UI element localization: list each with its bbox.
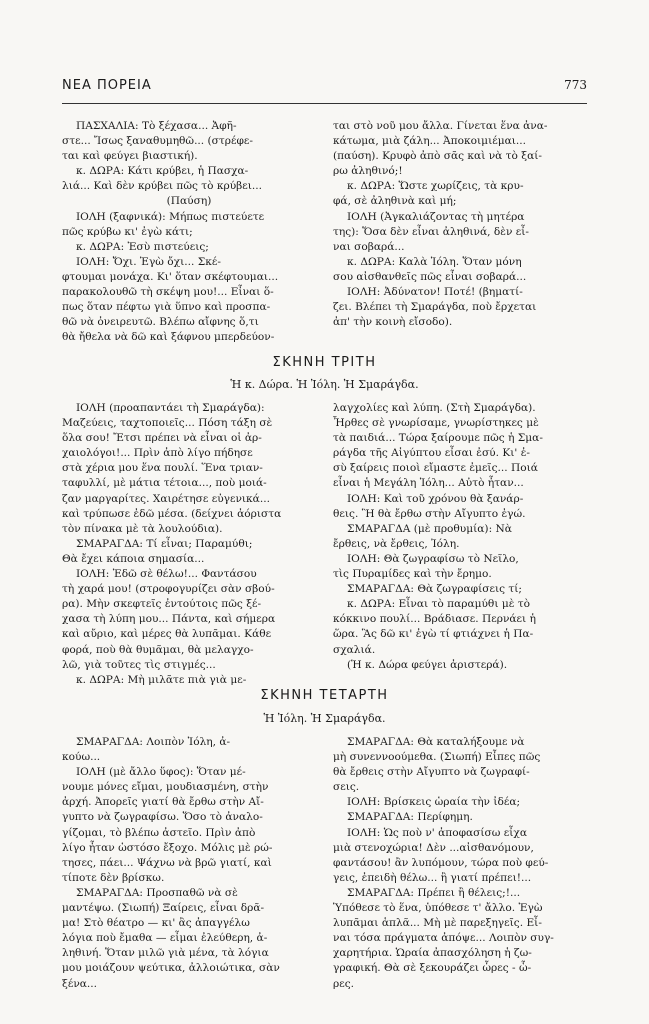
line: ΙΟΛΗ (μὲ ἄλλο ὕφος): Ὅταν μέ-	[76, 766, 246, 779]
line: σὺ ξαίρεις ποιοὶ εἴμαστε ἐμεῖς... Ποιά	[333, 462, 538, 475]
line: κ. ΔΩΡΑ: Κάτι κρύβει, ἡ Πασχα-	[76, 165, 249, 178]
line: θεις. Ἢ θὰ ἔρθω στὴν Αἴγυπτο ἐγώ.	[333, 507, 526, 520]
line: ξένα...	[62, 977, 98, 990]
line: τὴ χαρά μου! (στροφογυρίζει σὰν σβού-	[62, 583, 275, 596]
line: φά, σὲ ἀληθινὰ καὶ μή;	[333, 195, 457, 208]
line: (παύση). Κρυφὸ ἀπὸ σᾶς καὶ νὰ τὸ ξαί-	[333, 150, 543, 163]
line: ΣΜΑΡΑΓΔΑ: Περίφημη.	[347, 811, 473, 824]
right-column	[333, 735, 587, 992]
scene-four-title: ΣΚΗΝΗ ΤΕΤΑΡΤΗ	[260, 688, 389, 703]
line: ΙΟΛΗ: Ἐδῶ σὲ θέλω!... Φαντάσου	[76, 568, 257, 581]
line: Ὑπόθεσε τὸ ἕνα, ὑπόθεσε τ' ἄλλο. Ἐγὼ	[333, 902, 543, 915]
line: μα! Στὸ θέατρο — κι' ἂς ἀπαγγέλω	[62, 917, 250, 930]
line: ΣΜΑΡΑΓΔΑ: Τί εἶναι; Παραμύθι;	[76, 537, 253, 550]
line: χαρητήρια. Ὡραία ἀπασχόληση ἡ ζω-	[333, 947, 532, 960]
left-column	[62, 119, 316, 345]
line: ναι τόσα πράγματα ἀπόψε... Λοιπὸν συγ-	[333, 932, 554, 945]
line: φτουμαι μονάχα. Κι' ὅταν σκέφτουμαι...	[62, 270, 279, 283]
line: γεις, ἐπειδὴ θέλω... ἢ γιατί πρέπει!...	[333, 871, 532, 884]
line: κ. ΔΩΡΑ: Καλὰ Ἰόλη. Ὅταν μόνη	[347, 255, 522, 268]
line: (Ἡ κ. Δώρα φεύγει ἀριστερά).	[347, 658, 508, 671]
line: ΣΜΑΡΑΓΔΑ: Θὰ καταλήξουμε νὰ	[347, 736, 525, 748]
line: ΙΟΛΗ: Βρίσκεις ὡραία τὴν ἰδέα;	[347, 796, 521, 809]
line: τησες, πάει... Ψάχνω νὰ βρῶ γιατί, καὶ	[62, 856, 272, 869]
line: ρα). Μὴν σκεφτεῖς ἐντούτοις πῶς ξέ-	[62, 598, 262, 611]
line: τίποτε δὲν βρίσκω.	[62, 871, 165, 884]
line: χαιολόγοι!... Πρὶν ἀπὸ λίγο πήδησε	[62, 447, 253, 460]
line: παρακολουθῶ τὴ σκέψη μου!... Εἶναι ὅ-	[62, 286, 274, 299]
line: φορά, ποὺ θὰ θυμᾶμαι, θὰ μελαγχο-	[62, 643, 254, 656]
line: ΣΜΑΡΑΓΔΑ: Πρέπει ἢ θέλεις;!...	[347, 886, 521, 899]
line: λυπᾶμαι ἁπλᾶ... Μὴ μὲ παρεξηγεῖς. Εἶ-	[333, 917, 542, 930]
line: λῶ, γιὰ τοῦτες τὶς στιγμές...	[62, 658, 216, 671]
line: ναι σοβαρά...	[333, 240, 405, 253]
line: σεις.	[333, 781, 360, 794]
line: ζει. Βλέπει τὴ Σμαράγδα, ποὺ ἔρχεται	[333, 301, 537, 314]
line: ὥρα. Ἂς δῶ κι' ἐγὼ τί φτιάχνει ἡ Πα-	[333, 628, 534, 641]
line: ρω ἀληθινό;!	[333, 165, 403, 178]
line: ζαν μαργαρίτες. Χαιρέτησε εὐγενικά...	[62, 492, 270, 505]
line: ΙΟΛΗ (προαπαντάει τὴ Σμαράγδα):	[76, 402, 265, 414]
line: σχαλιά.	[333, 643, 376, 656]
line: τὰ παιδιά... Τώρα ξαίρουμε πῶς ἡ Σμα-	[333, 432, 543, 445]
line: ΙΟΛΗ: Ὄχι. Ἐγὼ ὄχι... Σκέ-	[76, 255, 221, 268]
line: μαντέψω. (Σιωπή) Ξαίρεις, εἶναι δρᾶ-	[62, 902, 265, 915]
line: καὶ τρύπωσε ἐδῶ μέσα. (δείχνει ἀόριστα	[62, 507, 282, 520]
line: κ. ΔΩΡΑ: Ὥστε χωρίζεις, τὰ κρυ-	[347, 180, 524, 193]
line: ται στὸ νοῦ μου ἄλλα. Γίνεται ἕνα ἀνα-	[333, 120, 548, 132]
right-column	[333, 401, 587, 688]
line: πως ὅταν πέφτω γιὰ ὕπνο καὶ προσπα-	[62, 301, 271, 314]
page-number: 773	[564, 78, 587, 92]
scene-three-title: ΣΚΗΝΗ ΤΡΙΤΗ	[272, 355, 377, 370]
opening-dialogue-columns	[62, 119, 587, 345]
left-column	[62, 401, 316, 688]
line: ΙΟΛΗ (Ἀγκαλιάζοντας τὴ μητέρα	[347, 210, 525, 223]
line: λίγο ἦταν ὡστόσο ἔξοχο. Μόλις μὲ ρώ-	[62, 841, 273, 854]
line: ΣΜΑΡΑΓΔΑ (μὲ προθυμία): Νὰ	[347, 522, 512, 535]
line: ΣΜΑΡΑΓΔΑ: Λοιπὸν Ἰόλη, ἀ-	[76, 736, 231, 748]
line: φαντάσου! ἂν λυπόμουν, τώρα ποὺ φεύ-	[333, 856, 549, 869]
line: μιὰ στενοχώρια! Δὲν ...αἰσθανόμουν,	[333, 841, 534, 854]
line: τὶς Πυραμίδες καὶ τὴν ἔρημο.	[333, 568, 492, 581]
line: πῶς κρύβω κι' ἐγὼ κάτι;	[62, 225, 193, 238]
line: κ. ΔΩΡΑ: Μὴ μιλᾶτε πιὰ γιὰ με-	[76, 673, 247, 686]
line: ΣΜΑΡΑΓΔΑ: Προσπαθῶ νὰ σὲ	[76, 886, 238, 899]
line: τὸν πίνακα μὲ τὰ λουλούδια).	[62, 522, 223, 535]
line: ἀρχή. Ἀπορεῖς γιατί θὰ ἔρθω στὴν Αἴ-	[62, 796, 264, 809]
line: ρες.	[333, 977, 355, 990]
line: ΙΟΛΗ: Θὰ ζωγραφίσω τὸ Νεῖλο,	[347, 552, 519, 565]
right-column	[333, 119, 587, 345]
line: ἔρθεις, νὰ ἔρθεις, Ἰόλη.	[333, 537, 460, 550]
line: θῶ νὰ ὀνειρευτῶ. Βλέπω αἴφνης ὅ,τι	[62, 316, 259, 329]
line: (Παύση)	[166, 195, 212, 208]
line: κούω...	[62, 751, 101, 764]
line: γραφική. Θὰ σὲ ξεκουράζει ὧρες - ὧ-	[333, 962, 532, 975]
line: θὰ ἤθελα νὰ δῶ καὶ ξάφνου μπερδεύον-	[62, 331, 275, 344]
line: κάτωμα, μιὰ ζάλη... Ἀποκοιμιέμαι...	[333, 135, 526, 148]
line: ΙΟΛΗ: Ὡς ποὺ ν' ἀποφασίσω εἶχα	[347, 826, 527, 839]
line: ΙΟΛΗ: Καὶ τοῦ χρόνου θὰ ξανάρ-	[347, 492, 524, 505]
line: ληθινή. Ὅταν μιλῶ γιὰ μένα, τὰ λόγια	[62, 947, 269, 960]
line: ταφυλλί, μὲ μάτια τέτοια..., ποὺ μοιά-	[62, 477, 267, 490]
line: ἀπ' τὴν κοινὴ εἴσοδο).	[333, 316, 453, 329]
scene-three-columns	[62, 401, 587, 688]
line: κόκκινο πουλί... Βράδιασε. Περνάει ἡ	[333, 613, 536, 626]
header-rule	[62, 103, 587, 104]
line: Μαζεύεις, ταχτοποιεῖς... Πόση τάξη σὲ	[62, 417, 273, 430]
line: ΠΑΣΧΑΛΙΑ: Τὸ ξέχασα... Ἀφῆ-	[76, 120, 237, 132]
left-column	[62, 735, 316, 992]
line: στε... Ἴσως ξαναθυμηθῶ... (στρέφε-	[62, 135, 253, 148]
line: λιά... Καὶ δὲν κρύβει πῶς τὸ κρύβει...	[62, 180, 263, 193]
running-head: ΝΕΑ ΠΟΡΕΙΑ	[62, 78, 152, 93]
line: ράγδα τῆς Αἰγύπτου εἶσαι ἐσύ. Κι' ἐ-	[333, 447, 530, 460]
scene-four-columns	[62, 735, 587, 992]
line: σου αἰσθανθεῖς πῶς εἶναι σοβαρά...	[333, 270, 527, 283]
line: λόγια ποὺ ἔμαθα — εἶμαι ἐλεύθερη, ἀ-	[62, 932, 268, 945]
line: γυπτο νὰ ζωγραφίσω. Ὅσο τὸ ἀναλο-	[62, 811, 263, 824]
line: καὶ αὔριο, καὶ μέρες θὰ λυπᾶμαι. Κάθε	[62, 628, 272, 641]
line: εἶναι ἡ Μεγάλη Ἰόλη... Αὐτὸ ἦταν...	[333, 477, 524, 490]
line: στὰ χέρια μου ἕνα πουλί. Ἕνα τριαν-	[62, 462, 263, 475]
line: Θὰ ἔχει κάποια σημασία...	[62, 552, 205, 565]
page-header	[62, 78, 587, 98]
line: κ. ΔΩΡΑ: Εἶναι τὸ παραμύθι μὲ τὸ	[347, 598, 531, 611]
line: ὅλα σου! Ἔτσι πρέπει νὰ εἶναι οἱ ἀρ-	[62, 432, 262, 445]
line: ΣΜΑΡΑΓΔΑ: Θὰ ζωγραφίσεις τί;	[347, 583, 522, 596]
line: ΙΟΛΗ: Ἀδύνατον! Ποτέ! (βηματί-	[347, 286, 523, 299]
line: ΙΟΛΗ (ξαφνικά): Μήπως πιστεύετε	[76, 210, 265, 223]
line: νουμε μόνες εἴμαι, μουδιασμένη, στὴν	[62, 781, 269, 794]
scene-three-cast: Ἡ κ. Δώρα. Ἡ Ἰόλη. Ἡ Σμαράγδα.	[230, 378, 419, 391]
line: ται καὶ φεύγει βιαστική).	[62, 150, 198, 163]
line: λαγχολίες καὶ λύπη. (Στὴ Σμαράγδα).	[333, 402, 536, 414]
line: χασα τὴ λύπη μου... Πάντα, καὶ σήμερα	[62, 613, 276, 626]
line: της): Ὅσα δὲν εἶναι ἀληθινά, δὲν εἶ-	[333, 225, 529, 238]
scene-four-cast: Ἡ Ἰόλη. Ἡ Σμαράγδα.	[263, 712, 386, 725]
line: μὴ συνεννοούμεθα. (Σιωπή) Εἶπες πῶς	[333, 751, 541, 764]
line: μου μοιάζουν ψεύτικα, ἀλλοιώτικα, σὰν	[62, 962, 280, 975]
line: γίζομαι, τὸ βλέπω ἀστεῖο. Πρὶν ἀπὸ	[62, 826, 256, 839]
line: κ. ΔΩΡΑ: Ἐσὺ πιστεύεις;	[76, 240, 209, 253]
line: Ἦρθες σὲ γνωρίσαμε, γνωρίστηκες μὲ	[333, 417, 539, 430]
line: θὰ ἔρθεις στὴν Αἴγυπτο νὰ ζωγραφί-	[333, 766, 530, 779]
